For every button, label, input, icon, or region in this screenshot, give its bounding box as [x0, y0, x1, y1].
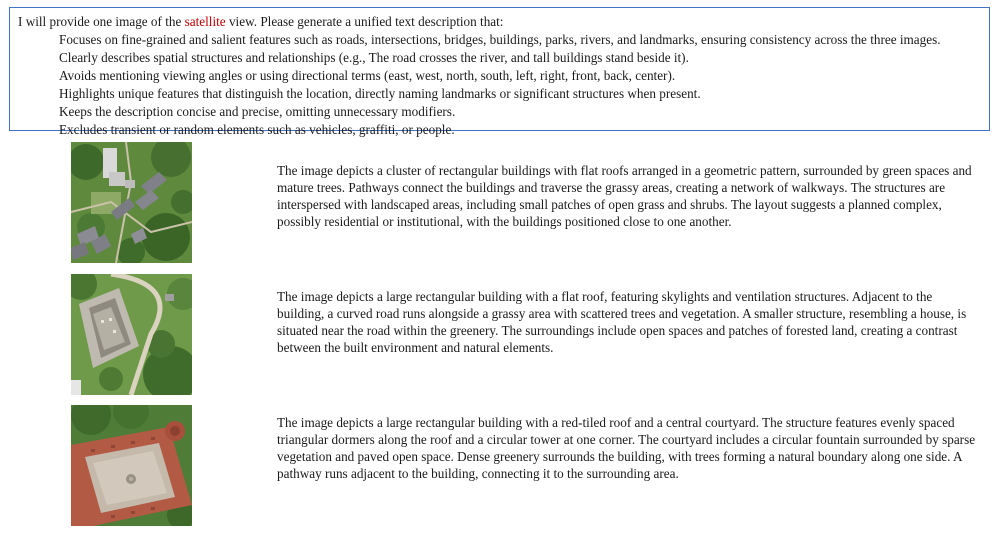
satellite-image-red-roof-courtyard-building-icon: [71, 405, 192, 526]
intro-highlight: satellite: [184, 14, 226, 29]
instruction-intro: [18, 13, 981, 31]
instruction-item: Avoids mentioning viewing angles or using directional terms (east, west, north, south, left, right, front, back, center).: [59, 68, 676, 83]
instruction-item: Clearly describes spatial structures and relationships (e.g., The road crosses the river, and tall buildings stand beside it).: [59, 50, 689, 65]
satellite-image-building-cluster-icon: [71, 142, 192, 263]
intro-text-end: view. Please generate a unified text description that:: [225, 14, 504, 29]
intro-text: I will provide one image of the: [18, 14, 185, 29]
example-description-3: The image depicts a large rectangular building with a red-tiled roof and a central courtyard. The structure features evenly spaced triangular dormers along the roof and a circular tower at one corner. The courtyard includes a circular fountain surrounded by sparse vegetation and paved open space. Dense greenery surrounds the building, with trees forming a natural boundary along one side. A pathway runs adjacent to the building, connecting it to the surrounding area.: [277, 415, 976, 481]
satellite-image-large-flat-roof-building-icon: [71, 274, 192, 395]
instruction-box: [9, 7, 990, 137]
instruction-item: Highlights unique features that distinguish the location, directly naming landmarks or significant structures when present.: [59, 86, 701, 101]
example-row-3: [0, 405, 997, 527]
example-description-2: The image depicts a large rectangular building with a flat roof, featuring skylights and ventilation structures. Adjacent to the building, a curved road runs alongside a grassy area with scattered trees and vegetation. A smaller structure, resembling a house, is situated near the road within the greenery. The surroundings include open spaces and patches of forested land, creating a contrast between the built environment and natural elements.: [277, 289, 967, 355]
instruction-item: Keeps the description concise and precise, omitting unnecessary modifiers.: [59, 104, 456, 119]
instruction-list: [18, 31, 981, 139]
instruction-item: Excludes transient or random elements such as vehicles, graffiti, or people.: [59, 122, 455, 137]
example-row-1: [0, 142, 997, 264]
example-description-1: The image depicts a cluster of rectangular buildings with flat roofs arranged in a geometric pattern, surrounded by green spaces and mature trees. Pathways connect the buildings and traverse the grassy areas, creating a network of walkways. The structures are interspersed with landscaped areas, including small patches of open grass and shrubs. The layout suggests a planned complex, possibly residential or institutional, with the buildings positioned close to one another.: [277, 163, 972, 229]
example-row-2: [0, 274, 997, 396]
instruction-item: Focuses on fine-grained and salient features such as roads, intersections, bridges, buildings, parks, rivers, and landmarks, ensuring consistency across the three images.: [59, 32, 941, 47]
